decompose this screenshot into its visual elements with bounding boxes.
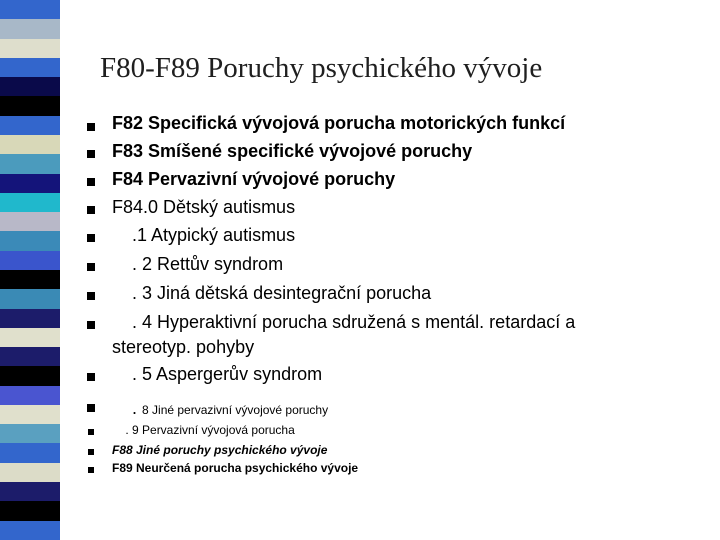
stripe-block [0,251,60,270]
stripe-block [0,482,60,501]
list-item: F89 Neurčená porucha psychického vývoje [112,461,359,475]
stripe-block [0,174,60,193]
list-item-prefix: . [112,398,143,418]
stripe-block [0,231,60,250]
stripe-block [0,212,60,231]
stripe-block [0,463,60,482]
stripe-block [0,366,60,385]
list-item: F84.0 Dětský autismus [112,197,296,217]
list-item: F84 Pervazivní vývojové poruchy [112,169,396,189]
bullet-icon [87,404,95,412]
bullet-icon [87,292,95,300]
slide-title: F80-F89 Poruchy psychického vývoje [100,52,543,84]
stripe-block [0,0,60,19]
list-item: . 5 Aspergerův syndrom [112,364,323,384]
list-item: F82 Specifická vývojová porucha motorických funkcí [112,113,566,133]
bullet-icon [87,178,95,186]
stripe-block [0,424,60,443]
stripe-block [0,386,60,405]
stripe-block [0,289,60,308]
list-item: . 3 Jiná dětská desintegrační porucha [112,283,432,303]
list-item: . 4 Hyperaktivní porucha sdružená s mentál. retardací a [112,312,576,332]
bullet-icon [87,373,95,381]
bullet-icon [87,206,95,214]
list-item-text: 8 Jiné pervazivní vývojové poruchy [142,403,329,417]
bullet-icon [88,467,94,473]
stripe-block [0,58,60,77]
list-item [112,398,328,419]
list-item: . 9 Pervazivní vývojová porucha [112,423,295,437]
bullet-icon [87,263,95,271]
stripe-block [0,96,60,115]
stripe-block [0,521,60,540]
stripe-block [0,309,60,328]
stripe-block [0,347,60,366]
stripe-block [0,193,60,212]
bullet-icon [87,321,95,329]
bullet-icon [87,123,95,131]
stripe-block [0,443,60,462]
stripe-block [0,19,60,38]
stripe-block [0,39,60,58]
bullet-icon [87,234,95,242]
stripe-block [0,77,60,96]
bullet-icon [87,150,95,158]
bullet-icon [88,429,94,435]
stripe-block [0,501,60,520]
stripe-block [0,405,60,424]
list-item: F88 Jiné poruchy psychického vývoje [112,443,328,457]
list-item-continuation: stereotyp. pohyby [112,337,255,357]
stripe-block [0,135,60,154]
stripe-block [0,154,60,173]
list-item: F83 Smíšené specifické vývojové poruchy [112,141,473,161]
stripe-block [0,328,60,347]
stripe-block [0,270,60,289]
list-item: . 2 Rettův syndrom [112,254,284,274]
list-item: .1 Atypický autismus [112,225,296,245]
stripe-block [0,116,60,135]
decorative-color-stripe [0,0,60,540]
bullet-icon [88,449,94,455]
